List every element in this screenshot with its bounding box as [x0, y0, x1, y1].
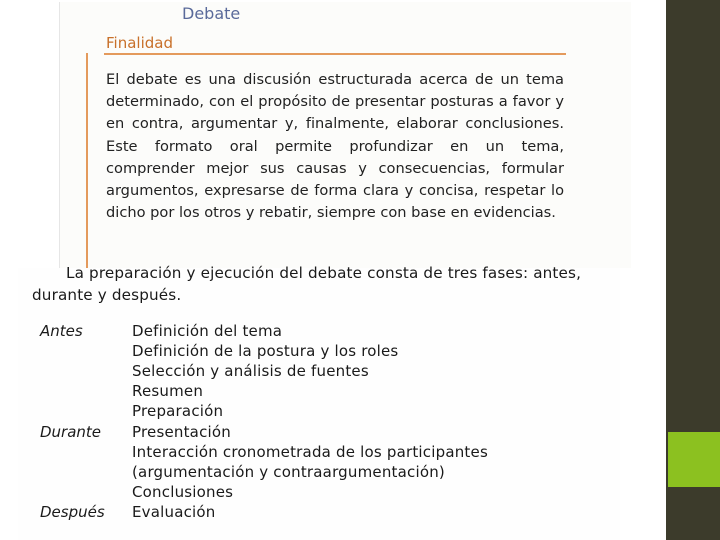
step-item: Interacción cronometrada de los participantes: [132, 443, 488, 461]
phases-panel: [18, 264, 620, 540]
heading-rule: [104, 53, 566, 55]
definition-text: El debate es una discusión estructurada acerca de un tema determinado, con el propósito de presentar posturas a favor y en contra, argumentar y, finalmente, elaborar conclusiones. Este formato oral permite profundizar en un tema, comprender mejor sus causas y consecuencias, formular argumentos, expresarse de forma clara y concisa, respetar lo dicho por los otros y rebatir, siempre con base en evidencias.: [106, 71, 564, 222]
step-item: Definición del tema: [132, 322, 283, 340]
step-item: Definición de la postura y los roles: [132, 342, 399, 360]
phases-intro: La preparación y ejecución del debate consta de tres fases: antes, durante y después.: [32, 264, 582, 304]
definition-panel: [59, 2, 631, 268]
phase-label-despues: Después: [40, 503, 105, 521]
section-heading: Finalidad: [106, 34, 173, 52]
step-item: Preparación: [132, 402, 224, 420]
phase-label-antes: Antes: [40, 322, 83, 340]
step-item: (argumentación y contraargumentación): [132, 463, 445, 481]
step-item: Evaluación: [132, 503, 216, 521]
step-item: Conclusiones: [132, 483, 234, 501]
document-title: Debate: [182, 4, 241, 23]
accent-block: [668, 432, 720, 487]
step-item: Selección y análisis de fuentes: [132, 362, 369, 380]
step-item: Resumen: [132, 382, 204, 400]
phase-label-durante: Durante: [40, 423, 102, 441]
box-left-border: [86, 53, 88, 268]
step-item: Presentación: [132, 423, 231, 441]
